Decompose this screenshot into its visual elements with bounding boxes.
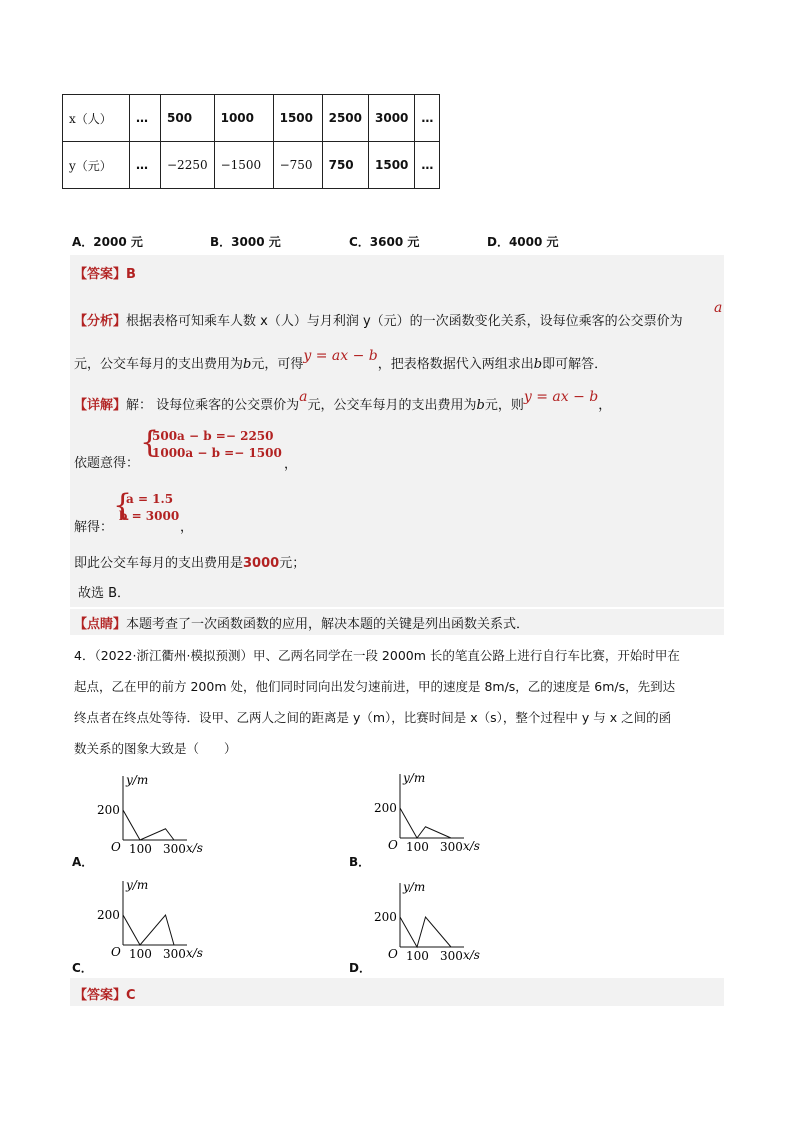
x-axis-label: x/s [186, 946, 203, 960]
choice-c: C．3600 元 [349, 235, 420, 249]
answer4-value: C [126, 988, 136, 1003]
x-tick-label: 100 [406, 840, 429, 854]
analysis-text-2d: 即可解答． [542, 357, 608, 372]
eq-comma: ， [284, 457, 298, 472]
sol-comma: ， [180, 520, 194, 535]
row-header-x: x（人） [63, 95, 130, 142]
detail-var-a: a [299, 389, 308, 405]
graph-label-c: C． [72, 961, 93, 975]
table-row [63, 95, 440, 142]
y-axis-label: y/m [126, 878, 149, 892]
choose-line: 故选 B． [78, 586, 131, 601]
table-cell: … [130, 95, 161, 142]
data-table [62, 94, 440, 189]
answer-value: B [126, 267, 136, 282]
problem4-line-3: 终点者在终点处等待．设甲、乙两人之间的距离是 y（m），比赛时间是 x（s），整个过程中 y 与 x 之间的函 [74, 710, 672, 725]
origin-label: O [111, 945, 121, 959]
table-cell: 3000 [369, 95, 415, 142]
y-tick-label: 200 [374, 801, 397, 815]
detail-text-2: 元，公交车每月的支出费用为 [307, 398, 477, 413]
graph-b [347, 768, 487, 858]
detail-text-3: 元，则 [484, 398, 524, 413]
x-tick-label: 100 [406, 949, 429, 963]
row-header-y: y（元） [63, 142, 130, 189]
table-cell: 1000 [214, 95, 273, 142]
eq-line-1: 500a − b =− 2250 [152, 429, 274, 443]
graph-d [347, 877, 487, 967]
y-axis-label: y/m [403, 771, 426, 785]
analysis-tag: 【分析】 [74, 314, 127, 329]
table-cell: … [130, 142, 161, 189]
analysis-formula: y = ax − b [303, 348, 378, 364]
graph-c [70, 875, 210, 965]
x-tick-label: 100 [129, 842, 152, 856]
choice-d: D．4000 元 [487, 235, 559, 249]
table-cell: 2500 [322, 95, 368, 142]
answer-tag: 【答案】 [74, 267, 127, 282]
graph-label-a: A． [72, 855, 94, 869]
detail-formula: y = ax − b [523, 389, 599, 405]
y-tick-label: 200 [97, 908, 120, 922]
comment-text: 本题考查了一次函数函数的应用，解决本题的关键是列出函数关系式． [126, 617, 530, 632]
y-tick-label: 200 [374, 910, 397, 924]
x-tick-label: 300 [163, 842, 186, 856]
var-b: b [243, 357, 252, 372]
problem4-line-4: 数关系的图象大致是（ ） [74, 741, 237, 756]
analysis-text-2c: ，把表格数据代入两组求出 [377, 357, 534, 372]
conclusion-line [74, 552, 305, 571]
conclusion-post: 元； [279, 556, 306, 571]
table-cell: 1500 [369, 142, 415, 189]
detail-tag: 【详解】 [74, 398, 127, 413]
var-b-2: b [533, 357, 543, 372]
analysis-line-2 [74, 348, 608, 372]
x-axis-label: x/s [186, 841, 203, 855]
x-tick-label: 100 [129, 947, 152, 961]
table-cell: 500 [161, 95, 215, 142]
answer-line [74, 263, 136, 282]
table-cell: −1500 [214, 142, 273, 189]
origin-label: O [388, 838, 398, 852]
answer4-line [74, 984, 136, 1003]
analysis-line-1 [74, 310, 683, 329]
choice-a: A．2000 元 [72, 235, 143, 249]
table-cell: −750 [273, 142, 322, 189]
problem4-line-1: 4．（2022·浙江衢州·模拟预测）甲、乙两名同学在一段 2000m 长的笔直公路上进行自行车比赛，开始时甲在 [74, 648, 680, 663]
table-cell: 750 [322, 142, 368, 189]
table-row [63, 142, 440, 189]
sol-brace: { [113, 488, 133, 523]
var-a: a [714, 300, 723, 316]
eq-line-2: 1000a − b =− 1500 [152, 446, 282, 460]
x-axis-label: x/s [463, 948, 480, 962]
detail-comma: ， [598, 398, 612, 413]
conclusion-pre: 即此公交车每月的支出费用是 [74, 556, 244, 571]
y-axis-label: y/m [403, 880, 426, 894]
y-axis-label: y/m [126, 773, 149, 787]
eq-brace: { [140, 425, 160, 460]
x-tick-label: 300 [440, 840, 463, 854]
origin-label: O [111, 840, 121, 854]
eq-intro: 依题意得： [74, 456, 140, 471]
origin-label: O [388, 947, 398, 961]
detail-var-b: b [476, 398, 485, 413]
sol-line-2: b = 3000 [119, 509, 180, 523]
sol-intro: 解得： [74, 520, 114, 535]
graph-line [400, 808, 451, 838]
comment-line [74, 613, 529, 632]
table-cell: … [415, 142, 440, 189]
analysis-text-2a: 元，公交车每月的支出费用为 [74, 357, 244, 372]
problem4-line-2: 起点，乙在甲的前方 200m 处，他们同时同向出发匀速前进，甲的速度是 8m/s，乙的速度是 6m/s，先到达 [74, 679, 676, 694]
table-cell: −2250 [161, 142, 215, 189]
table-cell: 1500 [273, 95, 322, 142]
detail-line [74, 389, 612, 413]
x-tick-label: 300 [440, 949, 463, 963]
graph-line [400, 917, 451, 947]
analysis-text-2b: 元，可得 [251, 357, 304, 372]
graph-label-d: D． [349, 961, 371, 975]
sol-line-1: a = 1.5 [126, 492, 174, 506]
graph-label-b: B． [349, 855, 371, 869]
comment-tag: 【点睛】 [74, 617, 127, 632]
conclusion-value: 3000 [243, 556, 280, 571]
answer4-block [70, 978, 724, 1006]
x-tick-label: 300 [163, 947, 186, 961]
graph-a [70, 770, 210, 860]
answer4-tag: 【答案】 [74, 988, 127, 1003]
detail-text-1: 解： 设每位乘客的公交票价为 [126, 398, 300, 413]
y-tick-label: 200 [97, 803, 120, 817]
x-axis-label: x/s [463, 839, 480, 853]
analysis-text-1: 根据表格可知乘车人数 x（人）与月利润 y（元）的一次函数变化关系，设每位乘客的公交票价为 [126, 314, 683, 329]
table-cell: … [415, 95, 440, 142]
graph-line [123, 810, 174, 840]
choice-b: B．3000 元 [210, 235, 281, 249]
graph-line [123, 915, 174, 945]
